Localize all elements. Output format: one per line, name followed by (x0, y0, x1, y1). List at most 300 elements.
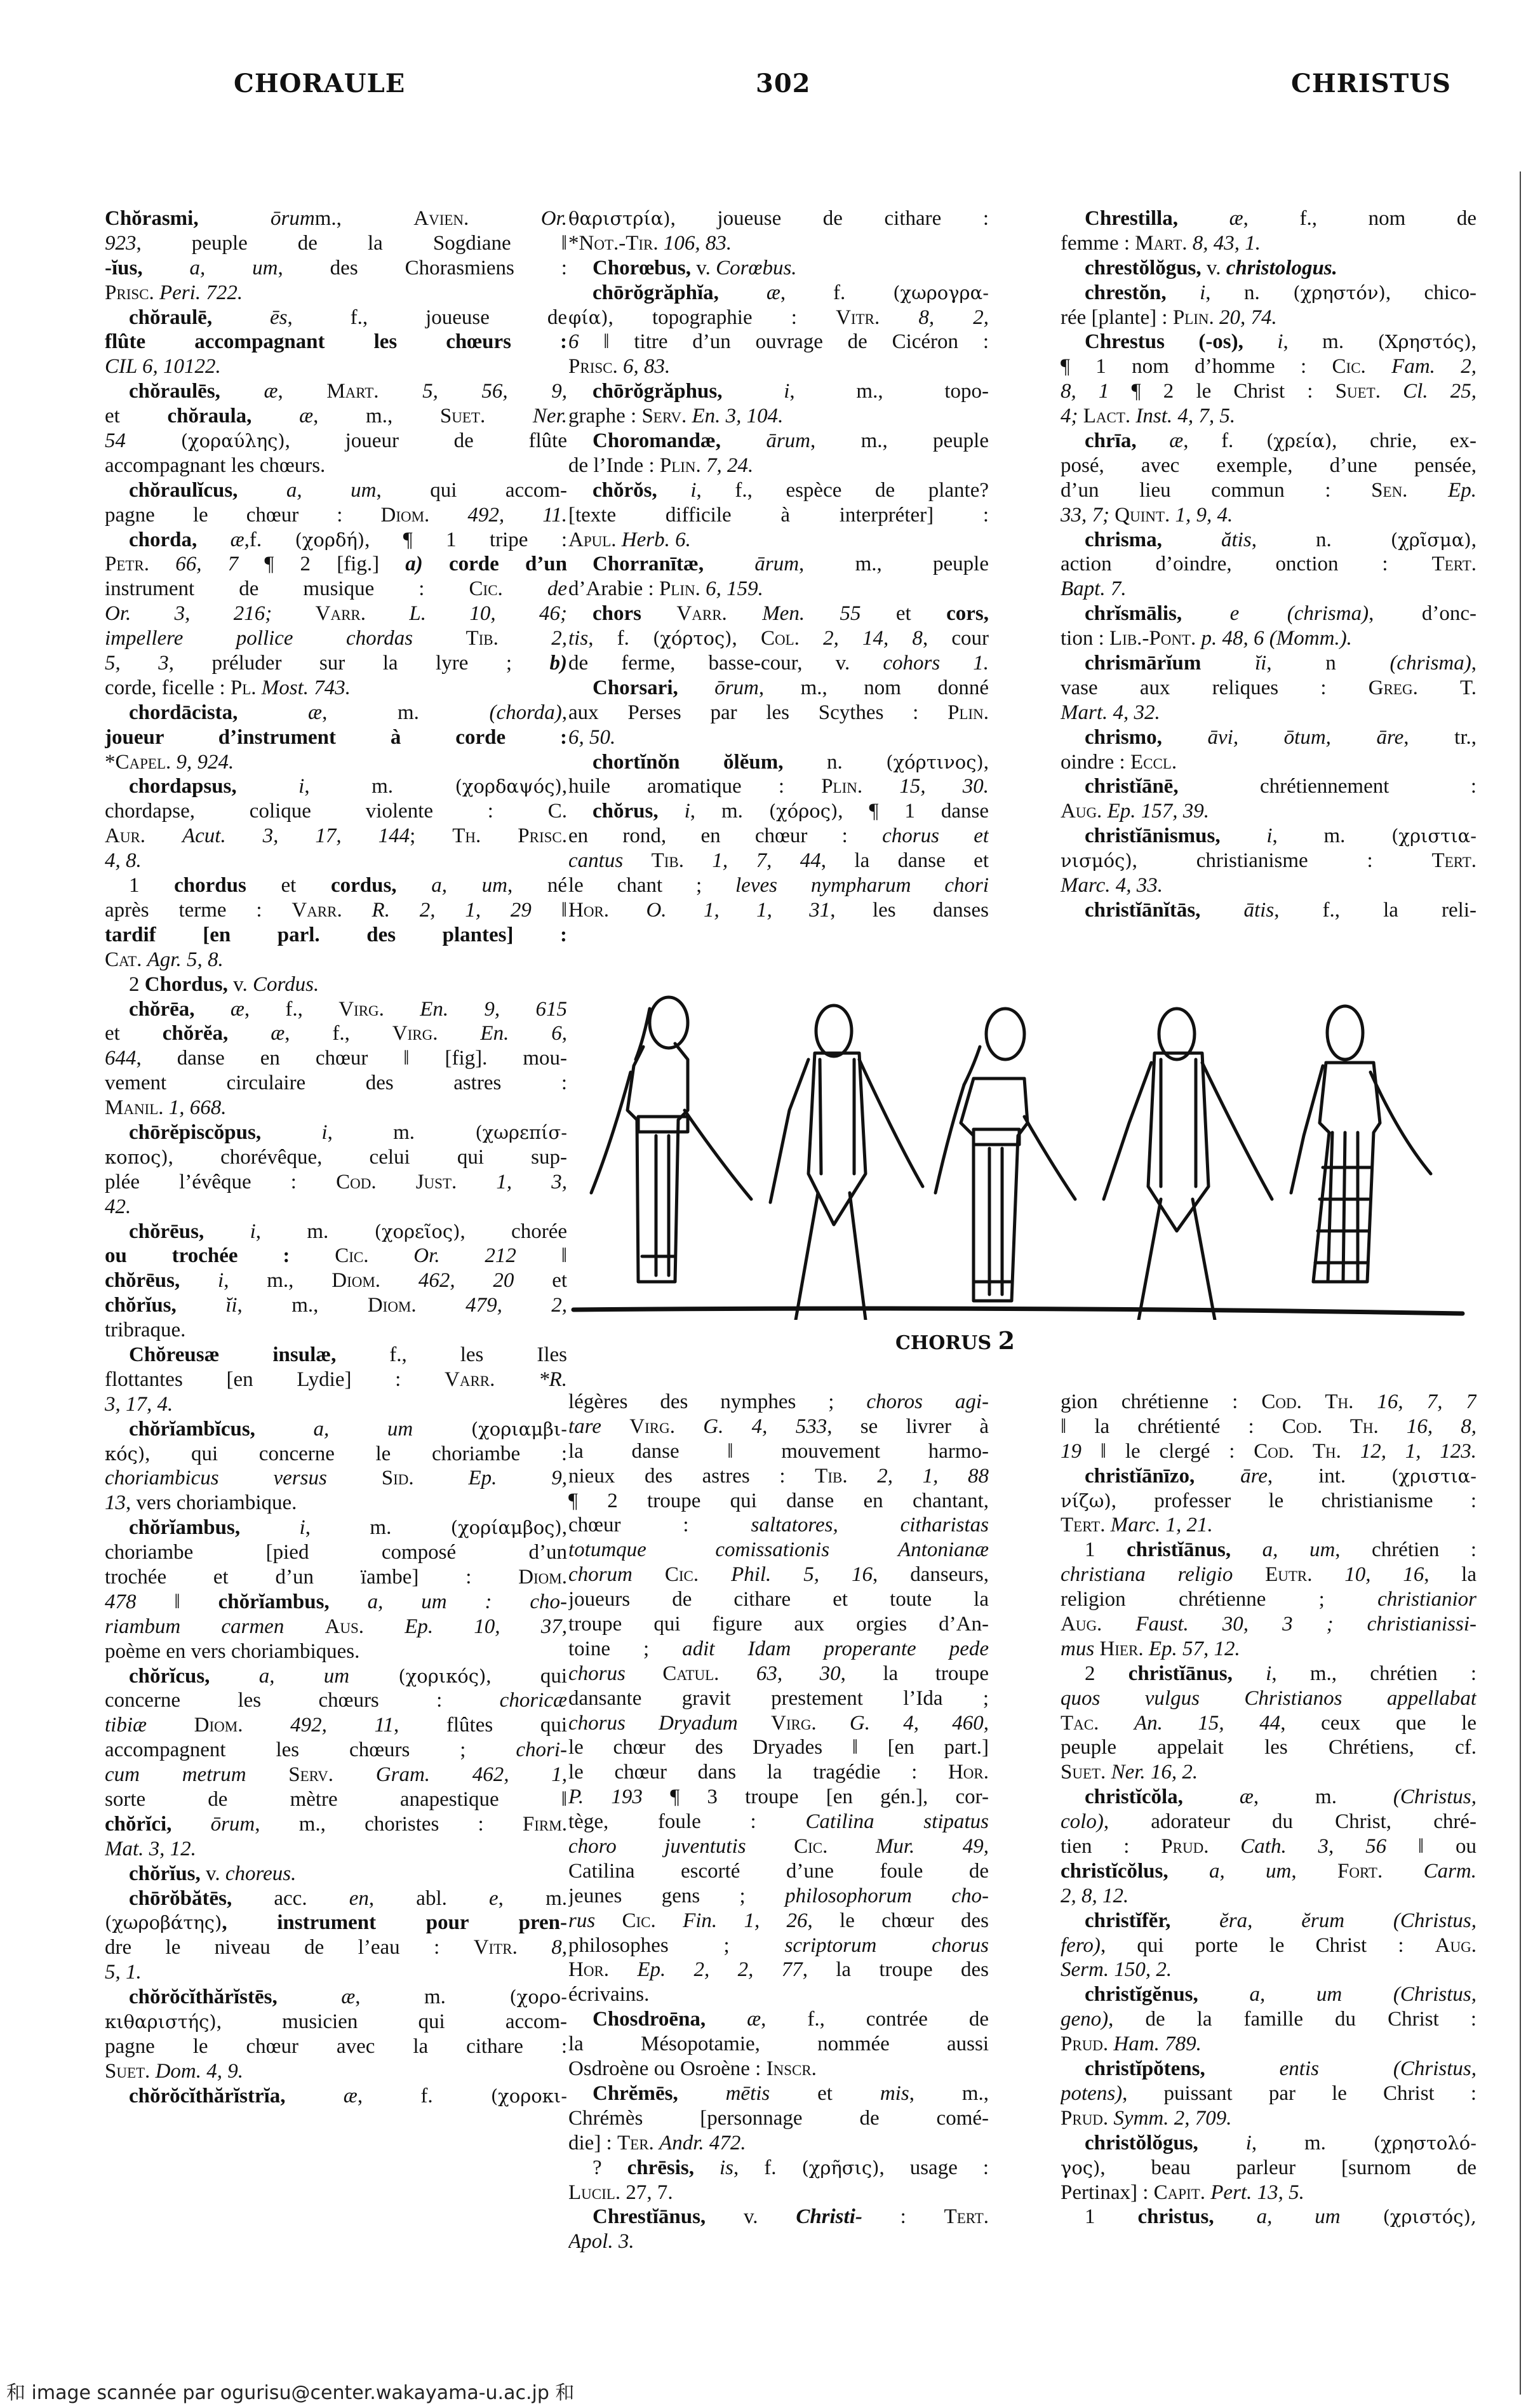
author-abbrev: Lib.-Pont. (1109, 627, 1202, 650)
entry-text: Gram. 462, 1, (375, 1763, 567, 1787)
dancer-5 (1291, 1006, 1431, 1282)
dictionary-line (105, 206, 567, 231)
entry-text: 15, 30. (899, 775, 989, 798)
entry-text: , danse en chœur ‖ [fig]. mou- (136, 1047, 567, 1070)
chorus-illustration (567, 983, 1482, 1320)
dictionary-line (568, 1735, 989, 1760)
entry-text: 2 (129, 972, 145, 996)
dictionary-line (105, 577, 567, 602)
entry-text: 42. (105, 1195, 131, 1218)
entry-text: , m., choristes : (255, 1812, 523, 1836)
entry-text: choricæ (499, 1689, 567, 1712)
author-abbrev: Th. Prisc. (452, 824, 567, 848)
dictionary-line (1061, 1909, 1476, 1933)
author-abbrev: Cic. (1332, 355, 1392, 379)
entry-text: Ham. 789. (1113, 2033, 1202, 2056)
author-abbrev: Vitr. (836, 306, 919, 329)
headword: Chŏrasmi, (105, 207, 271, 230)
headword: chŏrŏcĭthărĭstrĭa, (129, 2084, 344, 2107)
entry-text: Ner. 16, 2. (1111, 1761, 1198, 1784)
dictionary-line (105, 1688, 567, 1713)
dictionary-line (568, 1513, 989, 1538)
dictionary-line (1061, 1859, 1476, 1884)
dictionary-line (568, 1563, 989, 1587)
entry-text: æ (1239, 1785, 1254, 1809)
dictionary-line (1061, 1612, 1476, 1637)
entry-text: , m., nom donné (758, 676, 989, 699)
author-abbrev: Prud. (1061, 2033, 1114, 2056)
column-2-upper (568, 206, 989, 923)
author-abbrev: Serv. (288, 1763, 376, 1787)
entry-text: , f., la reli- (1274, 898, 1476, 922)
author-abbrev: Lucil. (568, 2181, 626, 2204)
headword: christĭgĕnus, (1085, 1983, 1250, 2006)
entry-text: , m., (224, 1269, 332, 1293)
dictionary-line (1061, 577, 1476, 602)
column-1 (105, 206, 567, 2109)
author-abbrev: Diom. (331, 1269, 418, 1293)
dictionary-line (1061, 1439, 1476, 1464)
entry-text: a, um (286, 478, 377, 502)
dictionary-line (568, 1489, 989, 1514)
dictionary-line (568, 626, 989, 651)
dictionary-line (568, 1859, 989, 1884)
dictionary-line (1061, 1415, 1476, 1439)
dictionary-line (1061, 1760, 1476, 1785)
dictionary-line (568, 1884, 989, 1909)
dictionary-line (1061, 1390, 1476, 1415)
entry-text: tibiæ (105, 1714, 194, 1737)
entry-text: , m. (690, 800, 769, 823)
dictionary-line (1061, 1464, 1476, 1489)
entry-text: 2, 14, 8 (823, 627, 923, 650)
headword: Chrestilla, (1085, 207, 1229, 230)
entry-text: chorus et (882, 824, 989, 848)
entry-text: æ (230, 528, 244, 551)
entry-text: adit Idam properante pede (682, 1637, 989, 1660)
entry-text: , f., contrée de (761, 2008, 989, 2031)
dictionary-line (105, 676, 567, 701)
entry-text: de l’Inde : (568, 454, 660, 477)
entry-text: a, um (189, 256, 278, 279)
dictionary-line (1061, 1489, 1476, 1514)
entry-text: Carm. (1423, 1859, 1476, 1883)
dictionary-line (105, 602, 567, 626)
entry-text: is (720, 2156, 734, 2179)
dictionary-line (1061, 799, 1476, 824)
entry-text: i (1245, 2131, 1252, 2154)
dictionary-line (568, 602, 989, 626)
dictionary-line (568, 1612, 989, 1637)
author-abbrev: Varr. (676, 602, 763, 626)
dictionary-line (568, 330, 989, 354)
entry-text: 6 (568, 330, 604, 354)
entry-text: philosophorum cho- (785, 1884, 989, 1907)
dictionary-line (1061, 2032, 1476, 2057)
author-abbrev: Hier. (1099, 1637, 1149, 1660)
entry-text: Cordus. (253, 972, 319, 996)
entry-text: , usage : (879, 2156, 989, 2179)
author-abbrev: Cic. (469, 577, 547, 601)
dictionary-line (105, 1096, 567, 1120)
entry-text: Inst. 4, 7, 5. (1135, 405, 1236, 428)
entry-text: ēs (270, 306, 288, 329)
entry-text: nieux des astres : (568, 1464, 815, 1488)
author-abbrev: Pl. (230, 676, 262, 699)
headword: chrestŏn, (1085, 281, 1200, 304)
headword: chŏraulē, (129, 306, 270, 329)
entry-text: acc. (274, 1886, 349, 1910)
headword: christĭcŏla, (1085, 1785, 1240, 1809)
dictionary-line (1061, 354, 1476, 379)
greek-etymon: (χορο- (509, 1986, 567, 2008)
author-abbrev: Prisc. (105, 281, 159, 304)
entry-text: , m., (909, 2081, 989, 2105)
entry-text: ōrum (210, 1812, 255, 1836)
entry-text: die] : (568, 2131, 617, 2154)
greek-etymon: (χορδαψός) (455, 776, 562, 798)
entry-text: ārum (754, 553, 800, 576)
dictionary-line (1061, 1958, 1476, 1982)
entry-text: T. (1460, 676, 1476, 699)
entry-text: 66, 7 (175, 553, 265, 576)
dictionary-line (105, 1639, 567, 1664)
author-abbrev: Hor. (568, 1958, 638, 1982)
entry-text: a, um (258, 1664, 399, 1688)
dictionary-line (105, 281, 567, 306)
dictionary-line (1061, 626, 1476, 651)
entry-text: , m. (1253, 1785, 1393, 1809)
entry-text: , m. (322, 701, 490, 724)
author-abbrev: Mart. (1135, 231, 1193, 255)
entry-text: ātis (1243, 898, 1275, 922)
dictionary-line (1061, 2106, 1476, 2131)
dictionary-line (105, 528, 567, 553)
dictionary-line (1061, 1735, 1476, 1760)
entry-text: , la troupe (840, 1662, 989, 1685)
entry-text: , int. (1267, 1464, 1392, 1488)
greek-etymon: νίζω) (1061, 1489, 1111, 1512)
dictionary-line (1061, 552, 1476, 577)
dictionary-line (568, 849, 989, 873)
entry-text: 5, 3 (105, 652, 169, 675)
entry-text: i (684, 800, 690, 823)
dictionary-line (568, 1810, 989, 1834)
dictionary-line (568, 1662, 989, 1686)
headword: christĭānus, (1128, 1662, 1266, 1685)
entry-text: [texte difficile à interpréter] : (568, 503, 989, 527)
dictionary-line (568, 2181, 989, 2205)
entry-text: dre le niveau de l’eau : (105, 1936, 474, 1959)
dictionary-line (105, 1268, 567, 1293)
author-abbrev: Suet. (1335, 380, 1403, 403)
dancers-icon (567, 983, 1482, 1320)
entry-text: impellere pollice chordas (105, 627, 466, 650)
entry-text: 5, 56, 9, (422, 380, 567, 403)
dictionary-line (105, 1244, 567, 1268)
dictionary-line (568, 552, 989, 577)
greek-etymon: (χριστός), (1383, 2206, 1476, 2228)
entry-text: Apol. 3. (568, 2230, 634, 2254)
author-abbrev: Mart. (326, 380, 423, 403)
entry-text: , topographie : (608, 306, 836, 329)
entry-text: G. 4, 460, (849, 1711, 989, 1735)
dictionary-line (1061, 2181, 1476, 2205)
greek-etymon: νισμός) (1061, 850, 1132, 872)
dictionary-line (105, 948, 567, 972)
dictionary-line (568, 1587, 989, 1612)
author-abbrev: Plin. (1172, 306, 1219, 329)
entry-text: christianior (1377, 1588, 1476, 1611)
entry-text: ‖ (561, 1244, 567, 1268)
entry-text: 16, 8, (1406, 1415, 1476, 1438)
dictionary-line (1061, 1810, 1476, 1834)
dictionary-line (105, 1886, 567, 1911)
entry-text: , f., (244, 997, 339, 1021)
entry-text: , f., joueuse de (287, 306, 567, 329)
entry-text: troupe qui figure aux orgies d’An- (568, 1613, 989, 1636)
entry-text: colo) (1061, 1810, 1104, 1834)
entry-text: (Christus, (1393, 1785, 1476, 1809)
headword: chŏrēus, (105, 1269, 218, 1293)
author-abbrev: Cic. (622, 1909, 683, 1932)
author-abbrev: Virg. (392, 1022, 481, 1045)
greek-etymon: (χωρογρα- (893, 281, 989, 304)
entry-text: chorus (568, 1662, 663, 1685)
entry-text: v. (206, 1862, 225, 1885)
entry-text: 12, 1, 123. (1360, 1439, 1476, 1463)
entry-text: , m., (237, 1294, 368, 1317)
dictionary-line (568, 528, 989, 553)
entry-text: ‖ le clergé : (1100, 1439, 1254, 1463)
headword: chōrŏgrăphus, (593, 380, 784, 403)
headword: chŏrĭcus, (129, 1664, 259, 1688)
entry-text: légères des nymphes ; (568, 1390, 867, 1413)
dictionary-line (1061, 1884, 1476, 1909)
entry-text: a, um (Christus, (1249, 1983, 1476, 2006)
entry-text: chœur : (568, 1514, 751, 1537)
dictionary-line (105, 972, 567, 997)
dictionary-line (1061, 651, 1476, 676)
entry-text: , m. (255, 1220, 375, 1243)
entry-text: 2 (1085, 1662, 1128, 1685)
dictionary-line (105, 898, 567, 923)
dictionary-line (105, 1368, 567, 1392)
entry-text: *R. (539, 1368, 567, 1391)
author-abbrev: Avien. (413, 207, 541, 230)
entry-text: vement circulaire des astres : (105, 1072, 567, 1095)
entry-text: ĭi (1254, 652, 1267, 675)
entry-text: tion : (1061, 627, 1110, 650)
greek-etymon: κός) (105, 1442, 145, 1465)
entry-text: Marc. 1, 21. (1110, 1514, 1213, 1537)
dictionary-line (1061, 478, 1476, 503)
entry-text: , vers choriambique. (126, 1491, 297, 1515)
entry-text: choro juventutis (568, 1835, 794, 1858)
entry-text: Peri. 722. (159, 281, 243, 304)
entry-text: R. 2, 1, 29 (372, 898, 561, 922)
entry-text: , f., espèce de plante? (696, 478, 989, 502)
dictionary-line (105, 454, 567, 478)
dictionary-line (105, 330, 567, 354)
entry-text: fero) (1061, 1933, 1101, 1957)
headword: christĭpŏtens, (1085, 2057, 1280, 2081)
entry-text: 2, (551, 627, 567, 650)
running-head-right: CHRISTUS (1290, 69, 1451, 98)
author-abbrev: Cod. Th. (1282, 1415, 1407, 1438)
figure-caption (895, 1326, 1015, 1355)
headword: chŏrēa, (129, 997, 231, 1021)
entry-text: Most. 743. (261, 676, 351, 699)
greek-etymon: (χόρτινος) (886, 751, 984, 773)
dictionary-line (1061, 256, 1476, 281)
author-abbrev: Hor. (568, 898, 646, 922)
entry-text: f., les Iles (389, 1343, 567, 1366)
entry-text: Fam. 2, (1391, 355, 1476, 379)
entry-text: æ (343, 2084, 358, 2107)
entry-text: i (321, 1120, 328, 1144)
entry-text: , flûtes qui (394, 1714, 567, 1737)
entry-text: a, um (1256, 2205, 1383, 2229)
dictionary-line (105, 1293, 567, 1318)
dictionary-line (1061, 2131, 1476, 2156)
entry-text: , f., (285, 1022, 392, 1045)
author-abbrev: Virg. (629, 1415, 704, 1438)
greek-etymon: (χρηστολό- (1373, 2132, 1476, 2154)
entry-text: la Mésopotamie, nommée aussi (568, 2033, 989, 2056)
headword: Chrĕmēs, (593, 2081, 726, 2105)
entry-text: ¶ 3 troupe [en gén.], cor- (670, 1785, 989, 1809)
dictionary-line (105, 1664, 567, 1689)
entry-text: posé, avec exemple, d’une pensée, (1061, 454, 1476, 477)
entry-text: et (281, 874, 331, 897)
entry-text: 6, 50. (568, 725, 616, 749)
dictionary-line (105, 701, 567, 725)
entry-text: : (900, 2205, 944, 2229)
entry-text: , m. (355, 1986, 510, 2009)
entry-text: , m. (1272, 824, 1392, 848)
dictionary-line (1061, 1785, 1476, 1810)
greek-etymon: (χόρτος) (653, 628, 732, 650)
entry-text: æ (1169, 429, 1184, 453)
greek-etymon: φία) (568, 306, 608, 328)
entry-text: Cath. 3, 56 (1240, 1835, 1418, 1858)
dictionary-line (568, 2007, 989, 2032)
entry-text: 9, 924. (176, 750, 234, 774)
author-abbrev: Tib. (465, 627, 552, 650)
entry-text: , ¶ 1 danse (838, 800, 989, 823)
dictionary-line (1061, 1686, 1476, 1711)
entry-text: chorum (568, 1563, 665, 1587)
headword: christĭānē, (1085, 775, 1260, 798)
entry-text: , (1471, 330, 1476, 354)
entry-text: 1 (1085, 1538, 1127, 1562)
dictionary-line (1061, 602, 1476, 626)
dictionary-line (568, 1637, 989, 1662)
entry-text: 4, 8. (105, 849, 142, 873)
entry-text: æ (264, 380, 278, 403)
entry-text: , des Chorasmiens : (278, 256, 567, 279)
entry-text: Catilina escorté d’une foule de (568, 1859, 989, 1883)
headword: chrismārĭum (1085, 652, 1255, 675)
headword: chŏraula, (167, 405, 300, 428)
entry-text: 13 (105, 1491, 126, 1515)
author-abbrev: Sid. (381, 1467, 469, 1490)
greek-etymon: (χορικός) (398, 1665, 486, 1687)
entry-text: i (784, 380, 790, 403)
entry-text: 5, 1. (105, 1961, 142, 1984)
dictionary-line (105, 2010, 567, 2034)
entry-text: , (561, 701, 567, 724)
entry-text: Or. 3, 216; (105, 602, 316, 626)
dictionary-line (1061, 1711, 1476, 1736)
dictionary-line (105, 552, 567, 577)
entry-text: , m., peuple (810, 429, 989, 453)
headword: chōrŏgrăphĭa, (593, 281, 767, 304)
entry-text: Mart. 4, 32. (1061, 701, 1160, 724)
dictionary-line (1061, 404, 1476, 429)
headword: -ĭus, (105, 256, 190, 279)
entry-text: religion chrétienne ; (1061, 1588, 1378, 1611)
dictionary-line (568, 651, 989, 676)
entry-text: tien : (1061, 1835, 1162, 1858)
dictionary-line (568, 429, 989, 454)
entry-text: tège, foule : (568, 1810, 806, 1834)
author-abbrev: Tert. (1431, 849, 1476, 873)
entry-text: 20, 74. (1219, 306, 1277, 329)
column-3-upper (1061, 206, 1476, 923)
author-abbrev: Petr. (105, 553, 176, 576)
dictionary-line (1061, 454, 1476, 478)
entry-text: , le chœur des (807, 1909, 989, 1932)
headword: cors, (946, 602, 989, 626)
headword: chrīa, (1085, 429, 1170, 453)
headword: chŏrĭambĭcus, (129, 1417, 314, 1441)
dictionary-line (1061, 2081, 1476, 2106)
dictionary-line (105, 354, 567, 379)
headword: chŏraulĭcus, (129, 478, 286, 502)
author-abbrev: Diom. (518, 1565, 567, 1589)
dictionary-line (568, 1909, 989, 1933)
dictionary-line (568, 898, 989, 923)
entry-text: , d’onc- (1369, 602, 1476, 626)
entry-text: saltatores, citharistas (751, 1514, 989, 1537)
entry-text: choros agi- (866, 1390, 989, 1413)
entry-text: le chœur dans la tragédie : (568, 1761, 948, 1784)
headword: chŏrus, (593, 800, 685, 823)
entry-text: , (983, 750, 989, 774)
headword: chōrĕpiscŏpus, (129, 1120, 322, 1144)
entry-text: choriambicus versus (105, 1467, 382, 1490)
entry-text: ? (593, 2156, 627, 2179)
entry-text: a, um : cho- (367, 1590, 567, 1613)
headword: christĭcŏlus, (1061, 1859, 1209, 1883)
headword: chrĭsmālis, (1085, 602, 1230, 626)
entry-text: christiana religio (1061, 1563, 1266, 1587)
entry-text: Mat. 3, 12. (105, 1837, 196, 1860)
entry-text: la danse ‖ mouvement harmo- (568, 1439, 989, 1463)
dictionary-line (568, 2032, 989, 2057)
greek-etymon: (χόρος) (768, 800, 838, 823)
entry-text: 1 (1085, 2205, 1138, 2229)
headword: Chŏreusæ insulæ, (129, 1343, 390, 1366)
author-abbrev: Cic. (664, 1563, 732, 1587)
author-abbrev: Virg. (338, 997, 420, 1021)
entry-text: Pert. 13, 5. (1210, 2181, 1304, 2204)
entry-text: 4; (1061, 405, 1083, 428)
entry-text: , m. (498, 1886, 567, 1910)
entry-text: , la (1424, 1563, 1476, 1587)
